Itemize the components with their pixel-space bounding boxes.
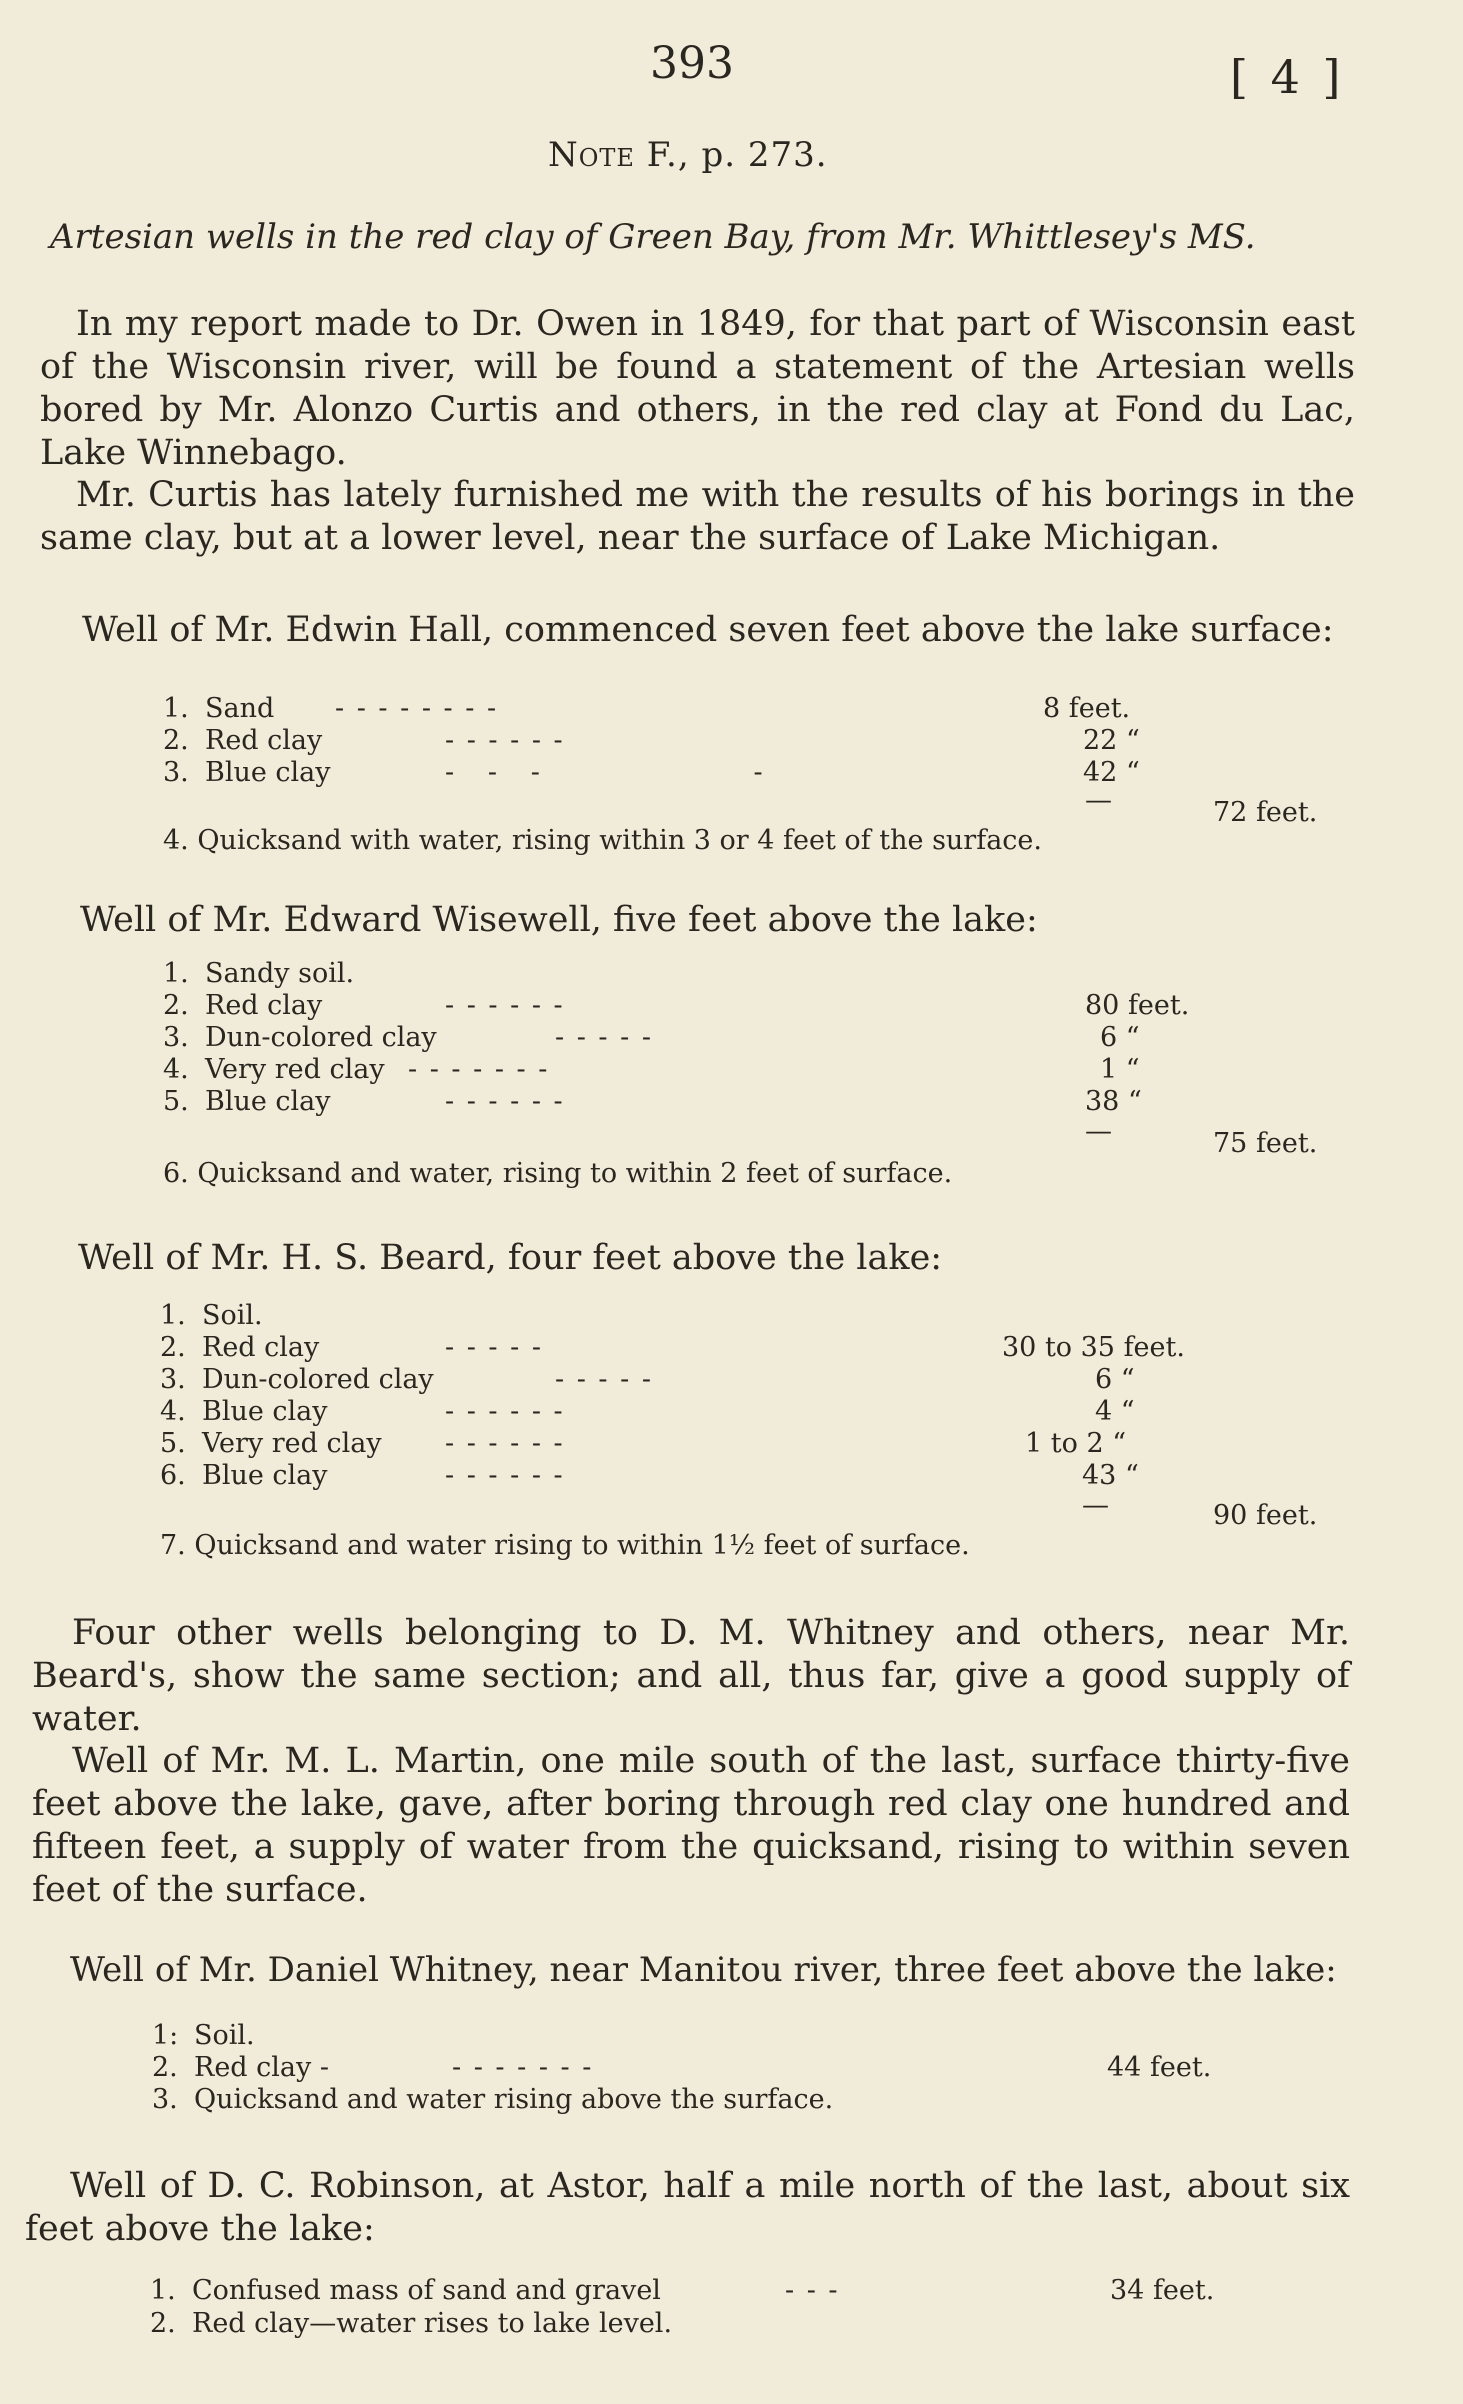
layer-value: 38 “ [1085, 1086, 1142, 1117]
layer-label: Blue clay [205, 757, 331, 788]
leader-dots: - - - - - - [445, 1428, 565, 1459]
layer-value: 1 to 2 “ [1025, 1428, 1127, 1459]
middle-paragraph-1 [32, 1612, 1350, 1741]
well-beard-heading: Well of Mr. H. S. Beard, four feet above the lake: [78, 1238, 943, 1278]
section-subtitle: Artesian wells in the red clay of Green Bay, from Mr. Whittlesey's MS. [50, 217, 1256, 257]
layer-number: 2. [150, 2308, 176, 2339]
middle-text-1: Four other wells belonging to D. M. Whitney and others, near Mr. Beard's, show the same section; and all, thus far, give a good supply of water. [32, 1613, 1350, 1739]
leader-dots: - - - - - - - [408, 1054, 550, 1085]
intro-text-1: In my report made to Dr. Owen in 1849, for that part of Wisconsin east of the Wisconsin river, will be found a statement of the Artesian wells bored by Mr. Alonzo Curtis and others, in the red clay at Fond du Lac, Lake Winnebago. [40, 304, 1355, 473]
total-value: 90 feet. [1213, 1500, 1318, 1531]
leader-dots: - - - [785, 2275, 840, 2306]
layer-number: 3. [163, 1022, 189, 1053]
layer-value: 42 “ [1083, 757, 1140, 788]
layer-value: 6 “ [1100, 1022, 1140, 1053]
layer-value: 80 feet. [1085, 990, 1190, 1021]
middle-paragraph-2 [32, 1740, 1350, 1912]
layer-label: Red clay [205, 725, 323, 756]
note-title [548, 135, 828, 175]
final-layer: 7. Quicksand and water rising to within 1½ feet of surface. [160, 1530, 970, 1561]
layer-number: 4. [160, 1396, 186, 1427]
layer-label: Confused mass of sand and gravel [192, 2275, 661, 2306]
layer-label: Very red clay [202, 1428, 382, 1459]
layer-label: Blue clay [202, 1460, 328, 1491]
layer-value: 4 “ [1095, 1396, 1135, 1427]
layer-value: 8 feet. [1043, 693, 1131, 724]
layer-label: Dun-colored clay [202, 1364, 434, 1395]
layer-number: 5. [163, 1086, 189, 1117]
layer-label: Soil. [194, 2020, 255, 2051]
layer-label: Soil. [202, 1300, 263, 1331]
layer-number: 1. [160, 1300, 186, 1331]
layer-value: 34 feet. [1110, 2275, 1215, 2306]
leader-dots: - - - - - - [445, 1460, 565, 1491]
layer-value: 1 “ [1100, 1054, 1140, 1085]
total-value: 72 feet. [1213, 797, 1318, 828]
total-rule: — [1085, 785, 1112, 816]
layer-label: Red clay—water rises to lake level. [192, 2308, 673, 2339]
leader-dots: - - - - - - [445, 725, 565, 756]
layer-label: Sandy soil. [205, 958, 355, 989]
well-whitney-heading: Well of Mr. Daniel Whitney, near Manitou river, three feet above the lake: [70, 1950, 1337, 1990]
total-rule: — [1082, 1490, 1109, 1521]
well-wisewell-heading: Well of Mr. Edward Wisewell, five feet above the lake: [80, 900, 1038, 940]
layer-label: Very red clay [205, 1054, 385, 1085]
layer-label: Red clay [202, 1332, 320, 1363]
leader-dots: - - - - - - [445, 990, 565, 1021]
well-hall-heading: Well of Mr. Edwin Hall, commenced seven feet above the lake surface: [82, 610, 1334, 650]
leader-dots: - - - - - - - - [335, 693, 499, 724]
layer-number: 1. [163, 693, 189, 724]
layer-number: 6. [160, 1460, 186, 1491]
layer-value: 22 “ [1083, 725, 1140, 756]
layer-label: Red clay - [194, 2052, 329, 2083]
leader-dots: - - - - - [445, 1332, 543, 1363]
layer-label: Sand [205, 693, 275, 724]
layer-number: 1: [152, 2020, 179, 2051]
layer-number: 5. [160, 1428, 186, 1459]
note-prefix: Note [548, 135, 635, 175]
leader-dots: - - - - - - - [452, 2052, 594, 2083]
layer-value: 44 feet. [1107, 2052, 1212, 2083]
layer-number: 1. [163, 958, 189, 989]
layer-label: Blue clay [202, 1396, 328, 1427]
layer-number: 3. [163, 757, 189, 788]
middle-text-2: Well of Mr. M. L. Martin, one mile south of the last, surface thirty-five feet above the lake, gave, after boring through red clay one hundred and fifteen feet, a supply of water from the quicksand, rising to within seven feet of the surface. [32, 1741, 1350, 1910]
layer-number: 4. [163, 1054, 189, 1085]
layer-label: Dun-colored clay [205, 1022, 437, 1053]
layer-number: 3. [160, 1364, 186, 1395]
total-value: 75 feet. [1213, 1128, 1318, 1159]
total-rule: — [1085, 1116, 1112, 1147]
leader-dots: - - - - - [555, 1364, 653, 1395]
layer-number: 2. [163, 725, 189, 756]
leader-dots: - - - - - - [445, 1086, 565, 1117]
layer-label: Blue clay [205, 1086, 331, 1117]
layer-value: 6 “ [1095, 1364, 1135, 1395]
intro-text-2: Mr. Curtis has lately furnished me with the results of his borings in the same clay, but at a lower level, near the surface of Lake Michigan. [40, 475, 1355, 558]
final-layer: 6. Quicksand and water, rising to within 2 feet of surface. [163, 1158, 953, 1189]
final-layer: 4. Quicksand with water, rising within 3 or 4 feet of the surface. [163, 825, 1042, 856]
layer-number: 2. [160, 1332, 186, 1363]
layer-label: Quicksand and water rising above the surface. [194, 2084, 834, 2115]
note-rest: F., p. 273. [634, 135, 828, 175]
layer-number: 1. [150, 2275, 176, 2306]
leader-dots: - - - - - - [445, 1396, 565, 1427]
layer-value: 43 “ [1082, 1460, 1139, 1491]
intro-paragraph-2 [40, 474, 1355, 560]
layer-number: 3. [152, 2084, 178, 2115]
layer-label: Red clay [205, 990, 323, 1021]
leader-dots: - - - - - [555, 1022, 653, 1053]
bracket-number: [ 4 ] [1230, 50, 1345, 104]
page-number: 393 [650, 38, 734, 89]
layer-number: 2. [163, 990, 189, 1021]
layer-number: 2. [152, 2052, 178, 2083]
leader-dots: - - - - [445, 757, 765, 788]
well-robinson-heading: Well of D. C. Robinson, at Astor, half a mile north of the last, about six feet above the lake: [25, 2166, 1350, 2249]
intro-paragraph-1 [40, 303, 1355, 475]
layer-value: 30 to 35 feet. [1002, 1332, 1185, 1363]
